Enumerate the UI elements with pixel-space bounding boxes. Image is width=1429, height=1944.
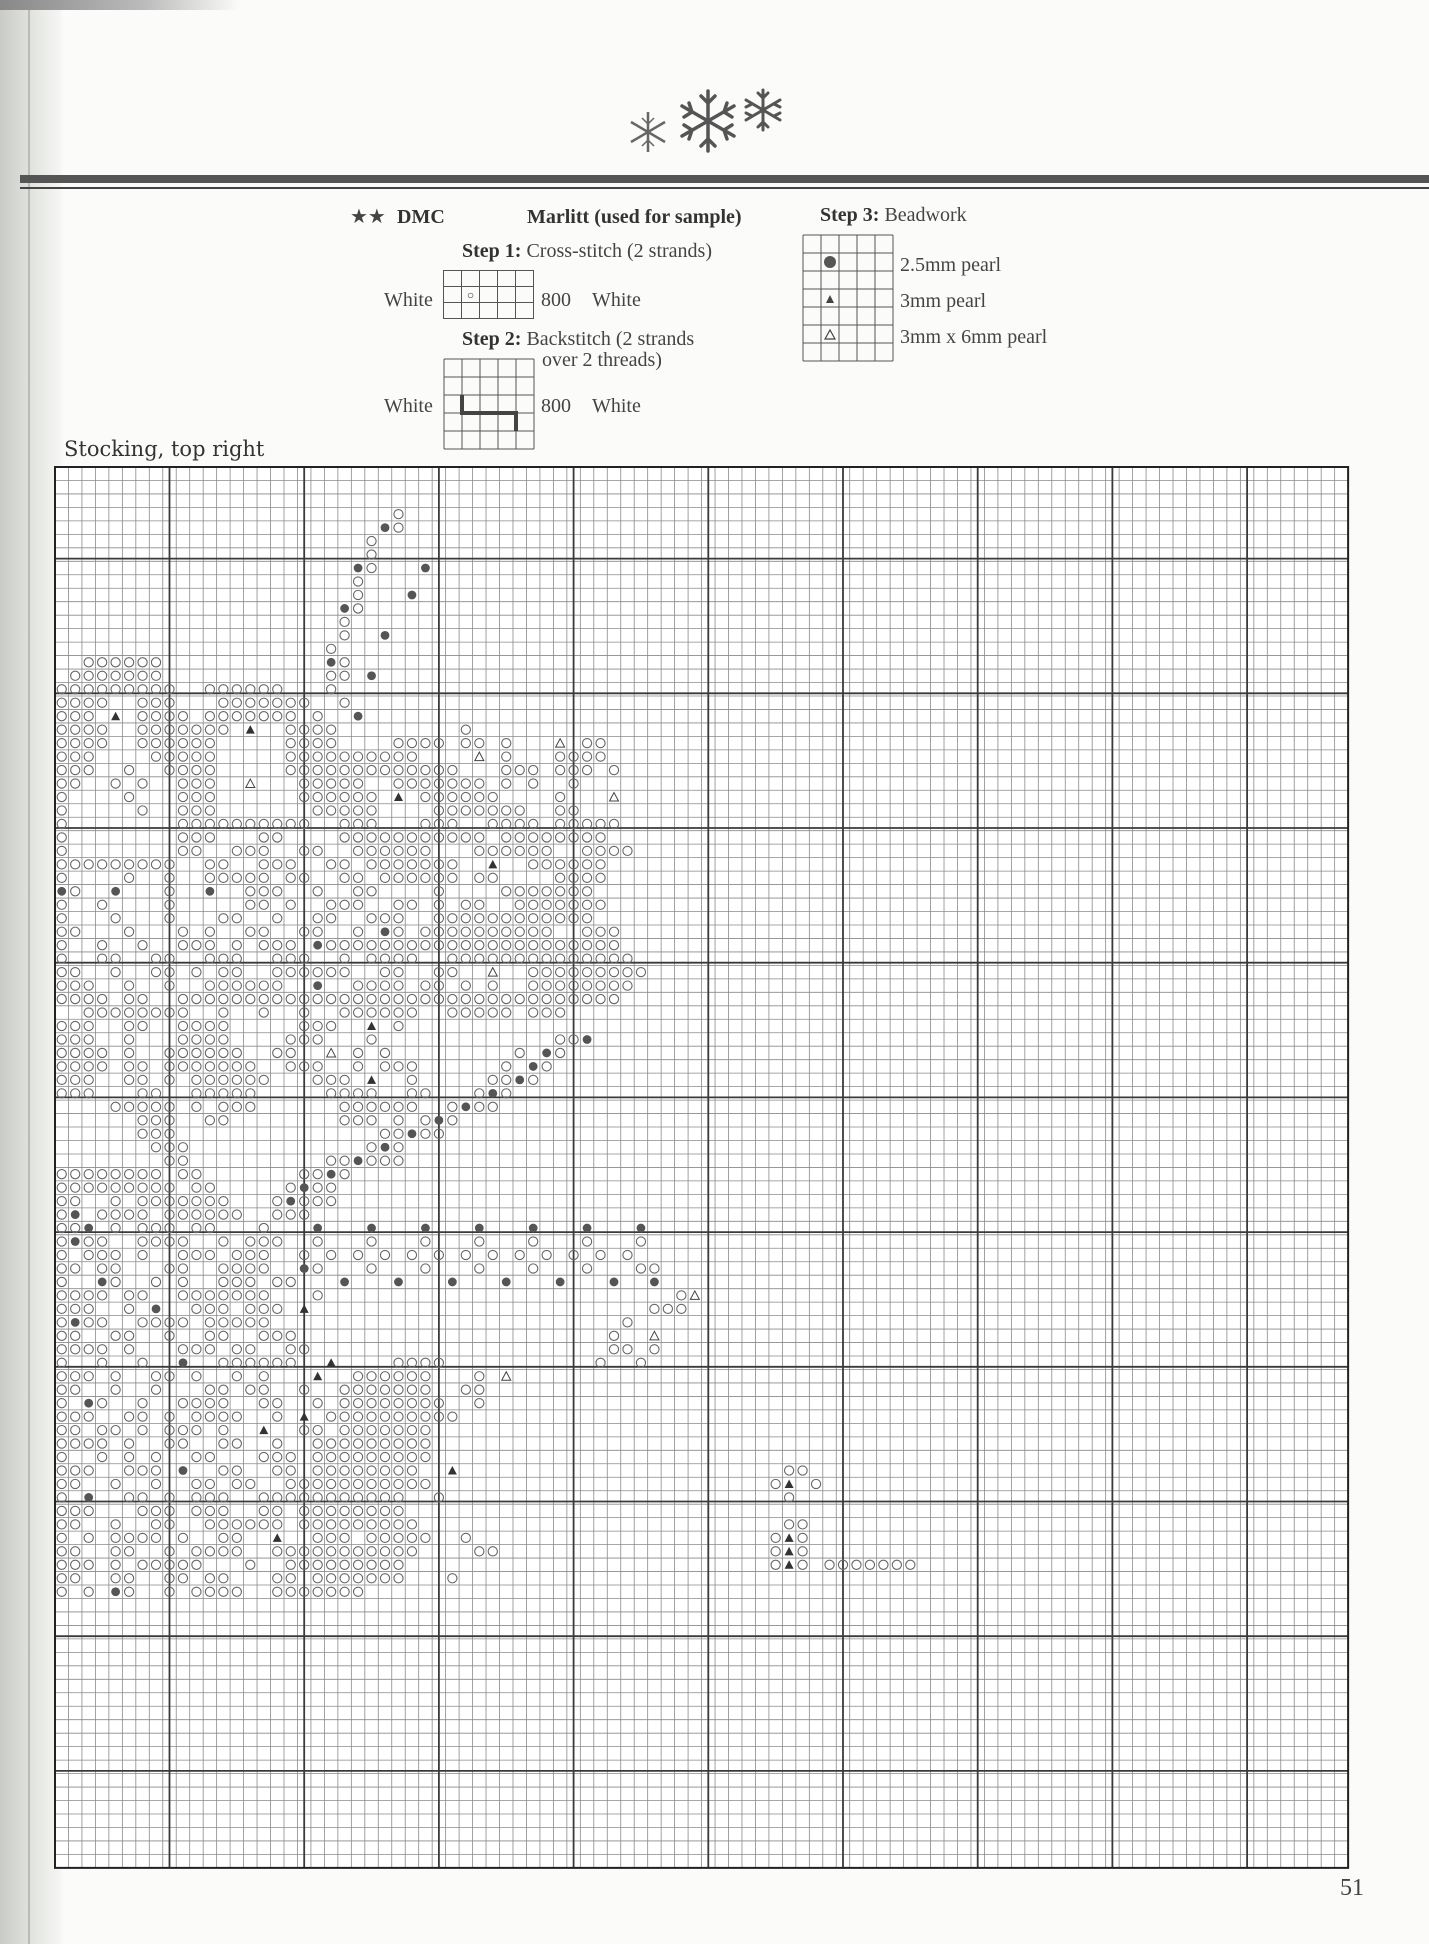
step1-dmc-color: White [384,289,433,311]
legend-col-marlitt: Marlitt (used for sample) [527,206,742,228]
step3-item-1: 2.5mm pearl [900,254,1002,276]
page-number: 51 [1340,1875,1364,1901]
step3-item-2: 3mm pearl [900,290,987,312]
step3-item-3: 3mm x 6mm pearl [900,326,1048,348]
legend-col-dmc: DMC [397,206,445,228]
step1-marlitt-color: White [592,289,641,311]
step2-marlitt-color: White [592,395,641,417]
cross-stitch-circle-icon: ○ [462,287,480,303]
step1-heading: Step 1: Cross-stitch (2 strands) [462,240,712,262]
step2-marlitt-code: 800 [541,395,571,417]
chart-title: Stocking, top right [64,437,265,461]
difficulty-stars: ★★ [350,206,386,228]
step2-heading-cont: over 2 threads) [542,349,662,371]
step3-heading: Step 3: Beadwork [820,204,967,226]
step2-dmc-color: White [384,395,433,417]
step1-marlitt-code: 800 [541,289,571,311]
step2-heading: Step 2: Backstitch (2 strands [462,328,695,350]
